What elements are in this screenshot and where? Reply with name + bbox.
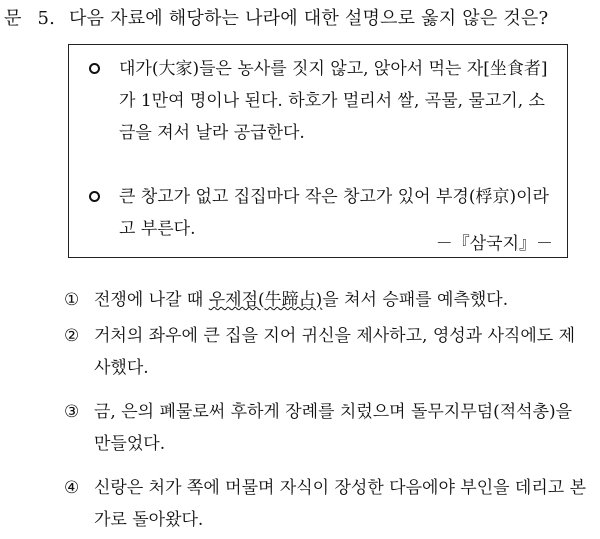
choice-text-before: 전쟁에 나갈 때 — [94, 290, 209, 310]
circle-bullet-icon — [89, 53, 109, 85]
choice-marker: ③ — [64, 402, 80, 422]
choice-text: 금, 은의 폐물로써 후하게 장례를 치렀으며 돌무지무덤(적석총)을 만들었다. — [94, 402, 573, 454]
choice-underlined-term: 우제점(牛蹄占) — [208, 290, 323, 310]
question-label: 문 — [4, 8, 22, 29]
choice-text: 거처의 좌우에 큰 집을 지어 귀신을 제사하고, 영성과 사직에도 제사했다. — [94, 326, 576, 378]
question-number: 5. — [37, 8, 56, 29]
question-header — [4, 4, 548, 30]
source-bullet-text: 대가(大家)들은 농사를 짓지 않고, 앉아서 먹는 자[坐食者]가 1만여 명이나 된다. 하호가 멀리서 쌀, 곡물, 물고기, 소금을 져서 날라 공급한다. — [119, 59, 548, 143]
choice-text — [94, 284, 590, 316]
source-bullet-text: 큰 창고가 없고 집집마다 작은 창고가 있어 부경(桴京)이라고 부른다. — [119, 187, 549, 239]
choice-text: 신랑은 처가 쪽에 머물며 자식이 장성한 다음에야 부인을 데리고 본가로 돌아왔다. — [94, 478, 587, 530]
choice-marker: ④ — [64, 478, 80, 498]
choice-marker: ② — [64, 326, 80, 346]
circle-bullet-icon — [89, 181, 109, 213]
choice-marker: ① — [64, 290, 80, 310]
source-citation: －『삼국지』－ — [435, 234, 553, 254]
question-prompt: 다음 자료에 해당하는 나라에 대한 설명으로 옳지 않은 것은? — [69, 8, 549, 29]
choice-text-after: 을 쳐서 승패를 예측했다. — [322, 290, 509, 310]
source-excerpt-box — [68, 44, 568, 258]
